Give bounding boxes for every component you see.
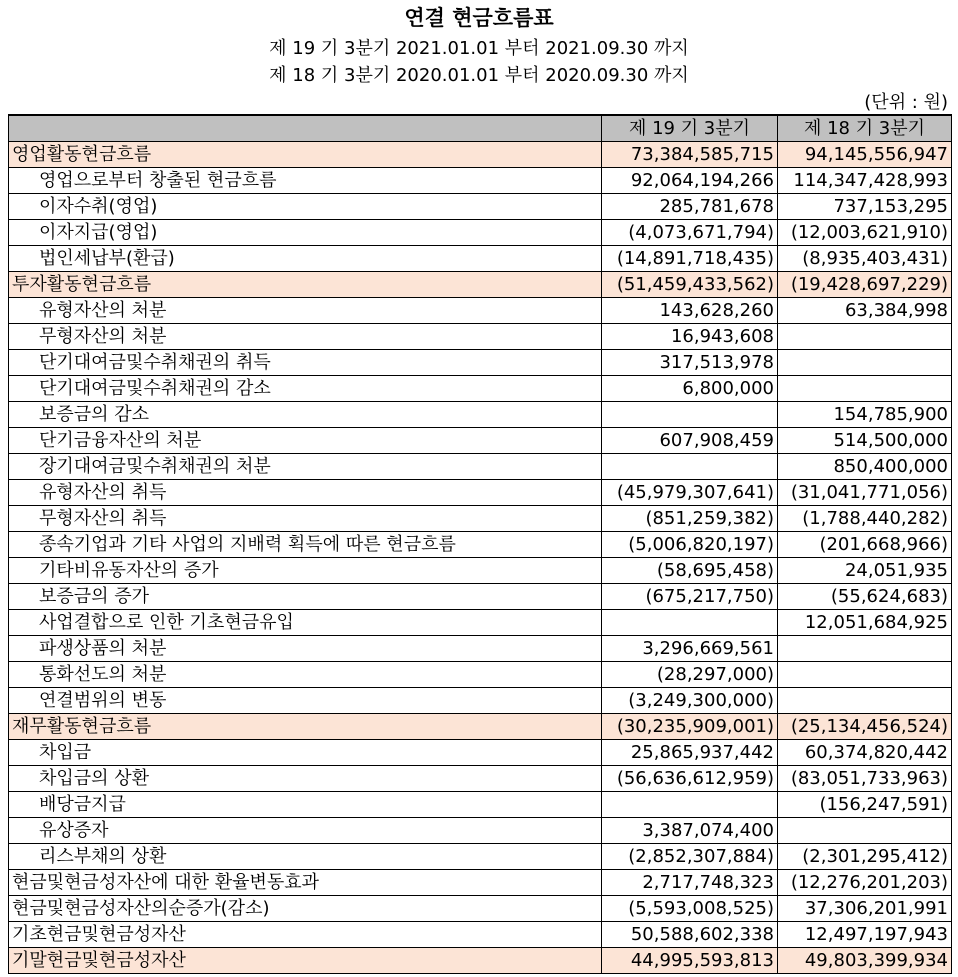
value-current: (3,249,300,000) — [602, 688, 778, 714]
table-row — [9, 688, 952, 714]
row-label: 무형자산의 처분 — [9, 324, 602, 350]
value-current: 50,588,602,338 — [602, 922, 778, 948]
table-row — [9, 142, 952, 168]
table-row — [9, 402, 952, 428]
page-title: 연결 현금흐름표 — [404, 6, 554, 30]
value-prior: (2,301,295,412) — [778, 844, 952, 870]
value-current: (45,979,307,641) — [602, 480, 778, 506]
row-label: 법인세납부(환급) — [9, 246, 602, 272]
table-row — [9, 350, 952, 376]
period-prior: 제 18 기 3분기 2020.01.01 부터 2020.09.30 까지 — [269, 65, 689, 86]
value-prior — [778, 324, 952, 350]
table-row — [9, 428, 952, 454]
row-label: 통화선도의 처분 — [9, 662, 602, 688]
row-label: 배당금지급 — [9, 792, 602, 818]
value-current — [602, 402, 778, 428]
value-current: 317,513,978 — [602, 350, 778, 376]
value-prior: 37,306,201,991 — [778, 896, 952, 922]
value-prior: (25,134,456,524) — [778, 714, 952, 740]
value-current: (28,297,000) — [602, 662, 778, 688]
value-prior — [778, 350, 952, 376]
table-row — [9, 922, 952, 948]
table-row — [9, 818, 952, 844]
value-prior: 60,374,820,442 — [778, 740, 952, 766]
row-label: 차입금 — [9, 740, 602, 766]
table-row — [9, 948, 952, 974]
row-label: 장기대여금및수취채권의 처분 — [9, 454, 602, 480]
value-prior: 850,400,000 — [778, 454, 952, 480]
row-label: 기타비유동자산의 증가 — [9, 558, 602, 584]
value-current: (5,593,008,525) — [602, 896, 778, 922]
row-label: 이자지급(영업) — [9, 220, 602, 246]
table-row — [9, 584, 952, 610]
value-prior: 94,145,556,947 — [778, 142, 952, 168]
table-row — [9, 610, 952, 636]
value-current: 3,387,074,400 — [602, 818, 778, 844]
value-prior — [778, 818, 952, 844]
row-label: 영업으로부터 창출된 현금흐름 — [9, 168, 602, 194]
value-current — [602, 454, 778, 480]
value-prior: 12,497,197,943 — [778, 922, 952, 948]
table-row — [9, 272, 952, 298]
value-current: 2,717,748,323 — [602, 870, 778, 896]
row-label: 이자수취(영업) — [9, 194, 602, 220]
table-row — [9, 246, 952, 272]
value-current: (2,852,307,884) — [602, 844, 778, 870]
value-current: 285,781,678 — [602, 194, 778, 220]
row-label: 사업결합으로 인한 기초현금유입 — [9, 610, 602, 636]
value-prior — [778, 662, 952, 688]
value-current: 73,384,585,715 — [602, 142, 778, 168]
value-current: 3,296,669,561 — [602, 636, 778, 662]
value-prior: 737,153,295 — [778, 194, 952, 220]
value-current: (51,459,433,562) — [602, 272, 778, 298]
row-label: 영업활동현금흐름 — [9, 142, 602, 168]
row-label: 보증금의 감소 — [9, 402, 602, 428]
table-row — [9, 896, 952, 922]
value-prior: (55,624,683) — [778, 584, 952, 610]
value-prior: 154,785,900 — [778, 402, 952, 428]
value-prior: 24,051,935 — [778, 558, 952, 584]
table-row — [9, 532, 952, 558]
row-label: 기초현금및현금성자산 — [9, 922, 602, 948]
row-label: 재무활동현금흐름 — [9, 714, 602, 740]
value-prior: (8,935,403,431) — [778, 246, 952, 272]
row-label: 파생상품의 처분 — [9, 636, 602, 662]
value-current: (58,695,458) — [602, 558, 778, 584]
table-row — [9, 194, 952, 220]
row-label: 현금및현금성자산에 대한 환율변동효과 — [9, 870, 602, 896]
value-prior: (156,247,591) — [778, 792, 952, 818]
table-row — [9, 220, 952, 246]
value-prior — [778, 688, 952, 714]
row-label: 유상증자 — [9, 818, 602, 844]
row-label: 연결범위의 변동 — [9, 688, 602, 714]
row-label: 유형자산의 취득 — [9, 480, 602, 506]
value-current: (56,636,612,959) — [602, 766, 778, 792]
value-current — [602, 610, 778, 636]
period-current: 제 19 기 3분기 2021.01.01 부터 2021.09.30 까지 — [269, 38, 689, 59]
value-current: (4,073,671,794) — [602, 220, 778, 246]
value-prior: (83,051,733,963) — [778, 766, 952, 792]
row-label: 기말현금및현금성자산 — [9, 948, 602, 974]
value-current: 16,943,608 — [602, 324, 778, 350]
value-current: (14,891,718,435) — [602, 246, 778, 272]
row-label: 무형자산의 취득 — [9, 506, 602, 532]
table-row — [9, 168, 952, 194]
value-current: 25,865,937,442 — [602, 740, 778, 766]
table-row — [9, 714, 952, 740]
value-current: (5,006,820,197) — [602, 532, 778, 558]
row-label: 현금및현금성자산의순증가(감소) — [9, 896, 602, 922]
value-current: 607,908,459 — [602, 428, 778, 454]
header-prior: 제 18 기 3분기 — [778, 115, 952, 142]
row-label: 투자활동현금흐름 — [9, 272, 602, 298]
value-prior — [778, 376, 952, 402]
table-row — [9, 662, 952, 688]
value-prior: (12,003,621,910) — [778, 220, 952, 246]
unit-label: (단위 : 원) — [864, 92, 948, 113]
value-prior: (12,276,201,203) — [778, 870, 952, 896]
row-label: 종속기업과 기타 사업의 지배력 획득에 따른 현금흐름 — [9, 532, 602, 558]
table-row — [9, 506, 952, 532]
value-current: 92,064,194,266 — [602, 168, 778, 194]
table-row — [9, 844, 952, 870]
table-row — [9, 870, 952, 896]
value-current: (851,259,382) — [602, 506, 778, 532]
table-row — [9, 454, 952, 480]
value-prior: 114,347,428,993 — [778, 168, 952, 194]
table-row — [9, 792, 952, 818]
table-row — [9, 636, 952, 662]
table-row — [9, 558, 952, 584]
value-prior: 63,384,998 — [778, 298, 952, 324]
value-prior: 514,500,000 — [778, 428, 952, 454]
row-label: 보증금의 증가 — [9, 584, 602, 610]
row-label: 유형자산의 처분 — [9, 298, 602, 324]
value-prior: (19,428,697,229) — [778, 272, 952, 298]
table-row — [9, 376, 952, 402]
header-label — [9, 115, 602, 142]
row-label: 단기금융자산의 처분 — [9, 428, 602, 454]
value-prior — [778, 636, 952, 662]
table-header — [9, 115, 952, 142]
row-label: 차입금의 상환 — [9, 766, 602, 792]
value-current: 44,995,593,813 — [602, 948, 778, 974]
row-label: 단기대여금및수취채권의 취득 — [9, 350, 602, 376]
table-row — [9, 766, 952, 792]
value-prior: 12,051,684,925 — [778, 610, 952, 636]
value-prior: (1,788,440,282) — [778, 506, 952, 532]
table-row — [9, 298, 952, 324]
value-prior: (201,668,966) — [778, 532, 952, 558]
value-prior: 49,803,399,934 — [778, 948, 952, 974]
value-prior: (31,041,771,056) — [778, 480, 952, 506]
table-row — [9, 324, 952, 350]
value-current: (30,235,909,001) — [602, 714, 778, 740]
header-current: 제 19 기 3분기 — [602, 115, 778, 142]
value-current — [602, 792, 778, 818]
cash-flow-table — [8, 114, 952, 974]
row-label: 단기대여금및수취채권의 감소 — [9, 376, 602, 402]
table-row — [9, 740, 952, 766]
value-current: (675,217,750) — [602, 584, 778, 610]
value-current: 6,800,000 — [602, 376, 778, 402]
value-current: 143,628,260 — [602, 298, 778, 324]
table-row — [9, 480, 952, 506]
row-label: 리스부채의 상환 — [9, 844, 602, 870]
